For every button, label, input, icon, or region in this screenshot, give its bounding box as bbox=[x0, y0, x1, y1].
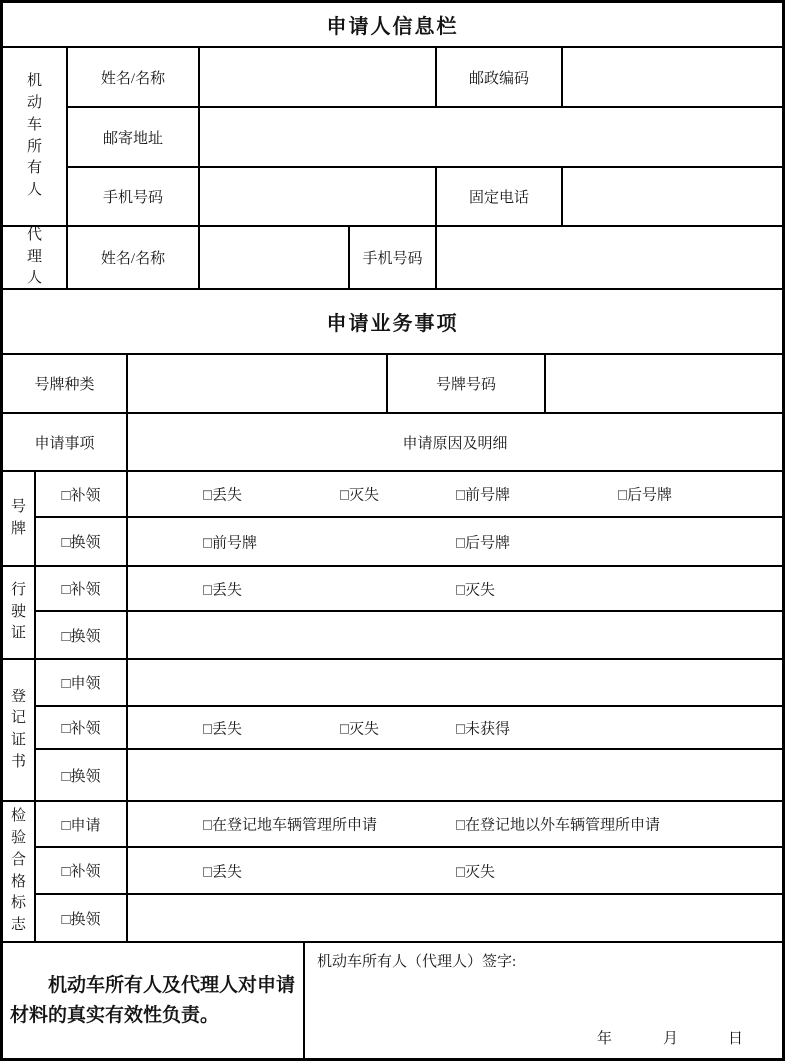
agent-group-label bbox=[3, 227, 66, 288]
date-day-label: 日 bbox=[728, 1031, 744, 1047]
agent-mobile-label: 手机号码 bbox=[350, 227, 435, 288]
category-registration-cert-text: 登记证书 bbox=[10, 688, 26, 770]
landline-field[interactable] bbox=[563, 168, 782, 225]
checkbox-option[interactable]: □灭失 bbox=[340, 487, 380, 504]
category-plate bbox=[3, 472, 34, 565]
plate-reissue-options bbox=[128, 472, 782, 516]
cert-renew-options bbox=[128, 750, 782, 800]
checkbox-option[interactable]: □后号牌 bbox=[456, 535, 511, 551]
business-items-title: 申请业务事项 bbox=[3, 290, 782, 353]
cert-reissue-options bbox=[128, 707, 782, 748]
checkbox-option[interactable]: □灭失 bbox=[456, 864, 496, 880]
license-reissue-options bbox=[128, 567, 782, 610]
license-renew-options bbox=[128, 612, 782, 658]
owner-group-label bbox=[3, 48, 66, 225]
checkbox-option[interactable]: □丢失 bbox=[203, 582, 243, 598]
cert-reissue-checkbox[interactable]: □补领 bbox=[36, 707, 126, 748]
date-month-label: 月 bbox=[663, 1031, 679, 1047]
mobile-label: 手机号码 bbox=[68, 168, 198, 225]
mobile-field[interactable] bbox=[200, 168, 435, 225]
application-item-label: 申请事项 bbox=[3, 414, 126, 470]
inspection-apply-checkbox[interactable]: □申请 bbox=[36, 802, 126, 846]
signature-area[interactable] bbox=[305, 943, 782, 1058]
agent-name-field[interactable] bbox=[200, 227, 348, 288]
applicant-info-title: 申请人信息栏 bbox=[3, 3, 782, 46]
postcode-label: 邮政编码 bbox=[437, 48, 561, 106]
checkbox-option[interactable]: □丢失 bbox=[203, 864, 243, 880]
plate-renew-checkbox[interactable]: □换领 bbox=[36, 518, 126, 565]
plate-number-label: 号牌号码 bbox=[388, 355, 544, 412]
checkbox-option[interactable]: □在登记地车辆管理所申请 bbox=[203, 817, 378, 834]
address-field[interactable] bbox=[200, 108, 782, 166]
cert-apply-checkbox[interactable]: □申领 bbox=[36, 660, 126, 705]
checkbox-option[interactable]: □在登记地以外车辆管理所申请 bbox=[456, 817, 661, 834]
owner-name-field[interactable] bbox=[200, 48, 435, 106]
landline-label: 固定电话 bbox=[437, 168, 561, 225]
cert-renew-checkbox[interactable]: □换领 bbox=[36, 750, 126, 800]
owner-name-label: 姓名/名称 bbox=[68, 48, 198, 106]
category-inspection-mark bbox=[3, 802, 34, 941]
plate-renew-options bbox=[128, 518, 782, 565]
inspection-renew-checkbox[interactable]: □换领 bbox=[36, 895, 126, 941]
plate-reissue-checkbox[interactable]: □补领 bbox=[36, 472, 126, 516]
checkbox-option[interactable]: □前号牌 bbox=[203, 535, 258, 551]
owner-group-label-text: 机动车所有人 bbox=[26, 73, 42, 198]
checkbox-option[interactable]: □前号牌 bbox=[456, 487, 511, 504]
inspection-apply-options bbox=[128, 802, 782, 846]
postcode-field[interactable] bbox=[563, 48, 782, 106]
plate-type-label: 号牌种类 bbox=[3, 355, 126, 412]
category-driving-license-text: 行驶证 bbox=[10, 581, 26, 642]
license-reissue-checkbox[interactable]: □补领 bbox=[36, 567, 126, 610]
responsibility-statement-text: 机动车所有人及代理人对申请材料的真实有效性负责。 bbox=[10, 975, 296, 1026]
cert-apply-options bbox=[128, 660, 782, 705]
category-inspection-mark-text: 检验合格标志 bbox=[10, 808, 26, 933]
plate-type-field[interactable] bbox=[128, 355, 386, 412]
checkbox-option[interactable]: □未获得 bbox=[456, 721, 511, 737]
checkbox-option[interactable]: □丢失 bbox=[203, 487, 243, 504]
checkbox-option[interactable]: □灭失 bbox=[456, 582, 496, 598]
inspection-reissue-options bbox=[128, 848, 782, 893]
agent-mobile-field[interactable] bbox=[437, 227, 782, 288]
responsibility-statement bbox=[3, 943, 303, 1058]
date-year-label: 年 bbox=[597, 1031, 613, 1047]
checkbox-option[interactable]: □后号牌 bbox=[618, 487, 673, 504]
signature-label: 机动车所有人（代理人）签字: bbox=[317, 954, 517, 970]
application-reason-label: 申请原因及明细 bbox=[128, 414, 782, 470]
category-registration-cert bbox=[3, 660, 34, 800]
category-plate-text: 号牌 bbox=[10, 498, 26, 537]
agent-group-label-text: 代理人 bbox=[26, 227, 42, 287]
inspection-reissue-checkbox[interactable]: □补领 bbox=[36, 848, 126, 893]
agent-name-label: 姓名/名称 bbox=[68, 227, 198, 288]
category-driving-license bbox=[3, 567, 34, 658]
address-label: 邮寄地址 bbox=[68, 108, 198, 166]
license-renew-checkbox[interactable]: □换领 bbox=[36, 612, 126, 658]
plate-number-field[interactable] bbox=[546, 355, 782, 412]
checkbox-option[interactable]: □丢失 bbox=[203, 721, 243, 737]
checkbox-option[interactable]: □灭失 bbox=[340, 721, 380, 737]
inspection-renew-options bbox=[128, 895, 782, 941]
